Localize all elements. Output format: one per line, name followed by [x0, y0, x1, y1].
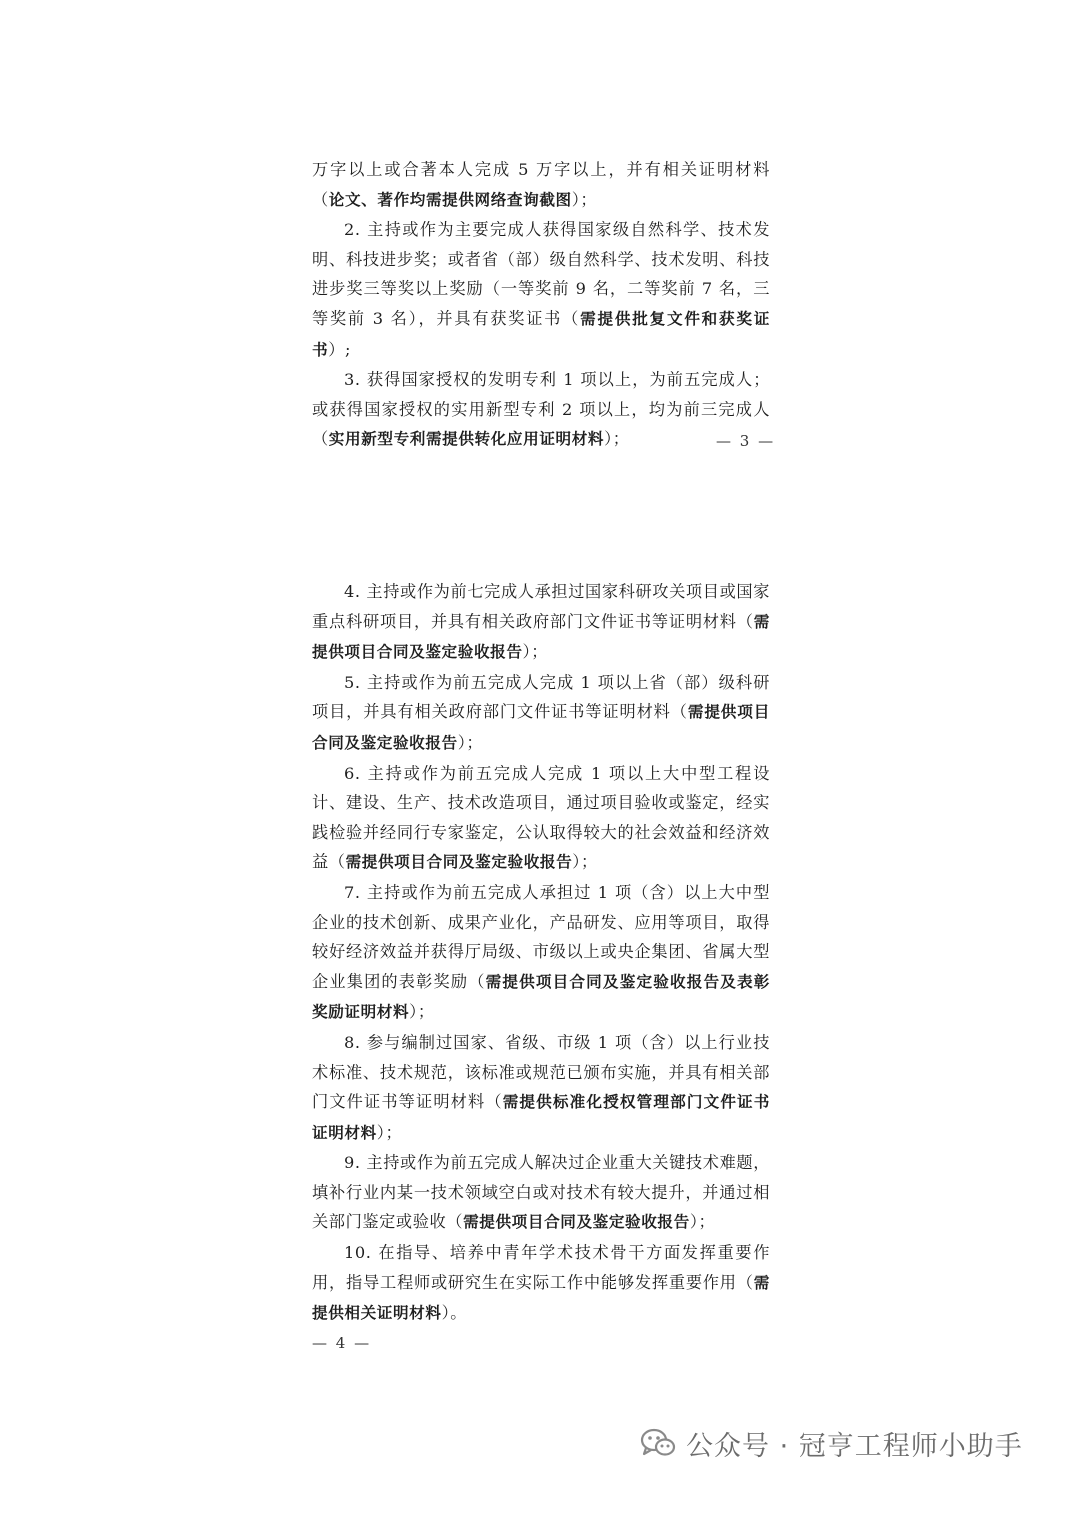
- page-number-3: — 3 —: [716, 432, 776, 450]
- bold-requirement: 需提供标准化授权管理部门文件证书证明材料: [312, 1093, 770, 1142]
- page-number-4: — 4 —: [312, 1334, 372, 1352]
- paragraph-item-7: 7. 主持或作为前五完成人承担过 1 项（含）以上大中型企业的技术创新、成果产业化，产品研发、应用等项目，取得较好经济效益并获得厅局级、市级以上或央企集团、省属大型企业集团的表彰奖励（需提供项目合同及鉴定验收报告及表彰奖励证明材料）；: [312, 882, 770, 1022]
- bold-requirement: 需提供项目合同及鉴定验收报告及表彰奖励证明材料: [312, 972, 770, 1022]
- bold-requirement: 需提供项目合同及鉴定验收报告: [312, 612, 770, 662]
- wechat-watermark: [640, 1423, 1023, 1463]
- wechat-icon: [640, 1428, 676, 1458]
- page-4-body: [312, 577, 770, 1329]
- paragraph-item-10: 10. 在指导、培养中青年学术技术骨干方面发挥重要作用，指导工程师或研究生在实际工作中能够发挥重要作用（需提供相关证明材料）。: [312, 1243, 770, 1323]
- bold-requirement: 论文、著作均需提供网络查询截图: [328, 190, 572, 209]
- paragraph-item-6: 6. 主持或作为前五完成人完成 1 项以上大中型工程设计、建设、生产、技术改造项目，通过项目验收或鉴定，经实践检验并经同行专家鉴定，公认取得较大的社会效益和经济效益（需提供项目合同及鉴定验收报告）；: [312, 763, 770, 872]
- bold-requirement: 需提供批复文件和获奖证书: [312, 309, 770, 359]
- paragraph-1-continuation: 万字以上或合著本人完成 5 万字以上，并有相关证明材料（论文、著作均需提供网络查询截图）；: [312, 160, 770, 209]
- bold-requirement: 需提供项目合同及鉴定验收报告: [345, 853, 573, 872]
- watermark-text: 公众号 · 冠亨工程师小助手: [686, 1430, 1023, 1462]
- paragraph-item-3: 3. 获得国家授权的发明专利 1 项以上，为前五完成人；或获得国家授权的实用新型专利 2 项以上，均为前三完成人（实用新型专利需提供转化应用证明材料）；: [312, 370, 770, 449]
- paragraph-item-2: 2. 主持或作为主要完成人获得国家级自然科学、技术发明、科技进步奖；或者省（部）级自然科学、技术发明、科技进步奖三等奖以上奖励（一等奖前 9 名，二等奖前 7 名，三等奖前 3 名），并具有获奖证书（需提供批复文件和获奖证书）;: [312, 220, 770, 359]
- paragraph-item-5: 5. 主持或作为前五完成人完成 1 项以上省（部）级科研项目，并具有相关政府部门文件证书等证明材料（需提供项目合同及鉴定验收报告）；: [312, 672, 770, 752]
- paragraph-item-4: 4. 主持或作为前七完成人承担过国家科研攻关项目或国家重点科研项目，并具有相关政府部门文件证书等证明材料（需提供项目合同及鉴定验收报告）；: [312, 582, 770, 662]
- paragraph-item-8: 8. 参与编制过国家、省级、市级 1 项（含）以上行业技术标准、技术规范，该标准或规范已颁布实施，并具有相关部门文件证书等证明材料（需提供标准化授权管理部门文件证书证明材料）；: [312, 1032, 770, 1142]
- bold-requirement: 需提供项目合同及鉴定验收报告: [312, 703, 770, 752]
- bold-requirement: 实用新型专利需提供转化应用证明材料: [328, 430, 605, 449]
- bold-requirement: 需提供相关证明材料: [312, 1273, 770, 1323]
- page-3-body: [312, 155, 770, 455]
- bold-requirement: 需提供项目合同及鉴定验收报告: [463, 1213, 690, 1232]
- paragraph-item-9: 9. 主持或作为前五完成人解决过企业重大关键技术难题，填补行业内某一技术领域空白或对技术有较大提升，并通过相关部门鉴定或验收（需提供项目合同及鉴定验收报告）；: [312, 1153, 770, 1232]
